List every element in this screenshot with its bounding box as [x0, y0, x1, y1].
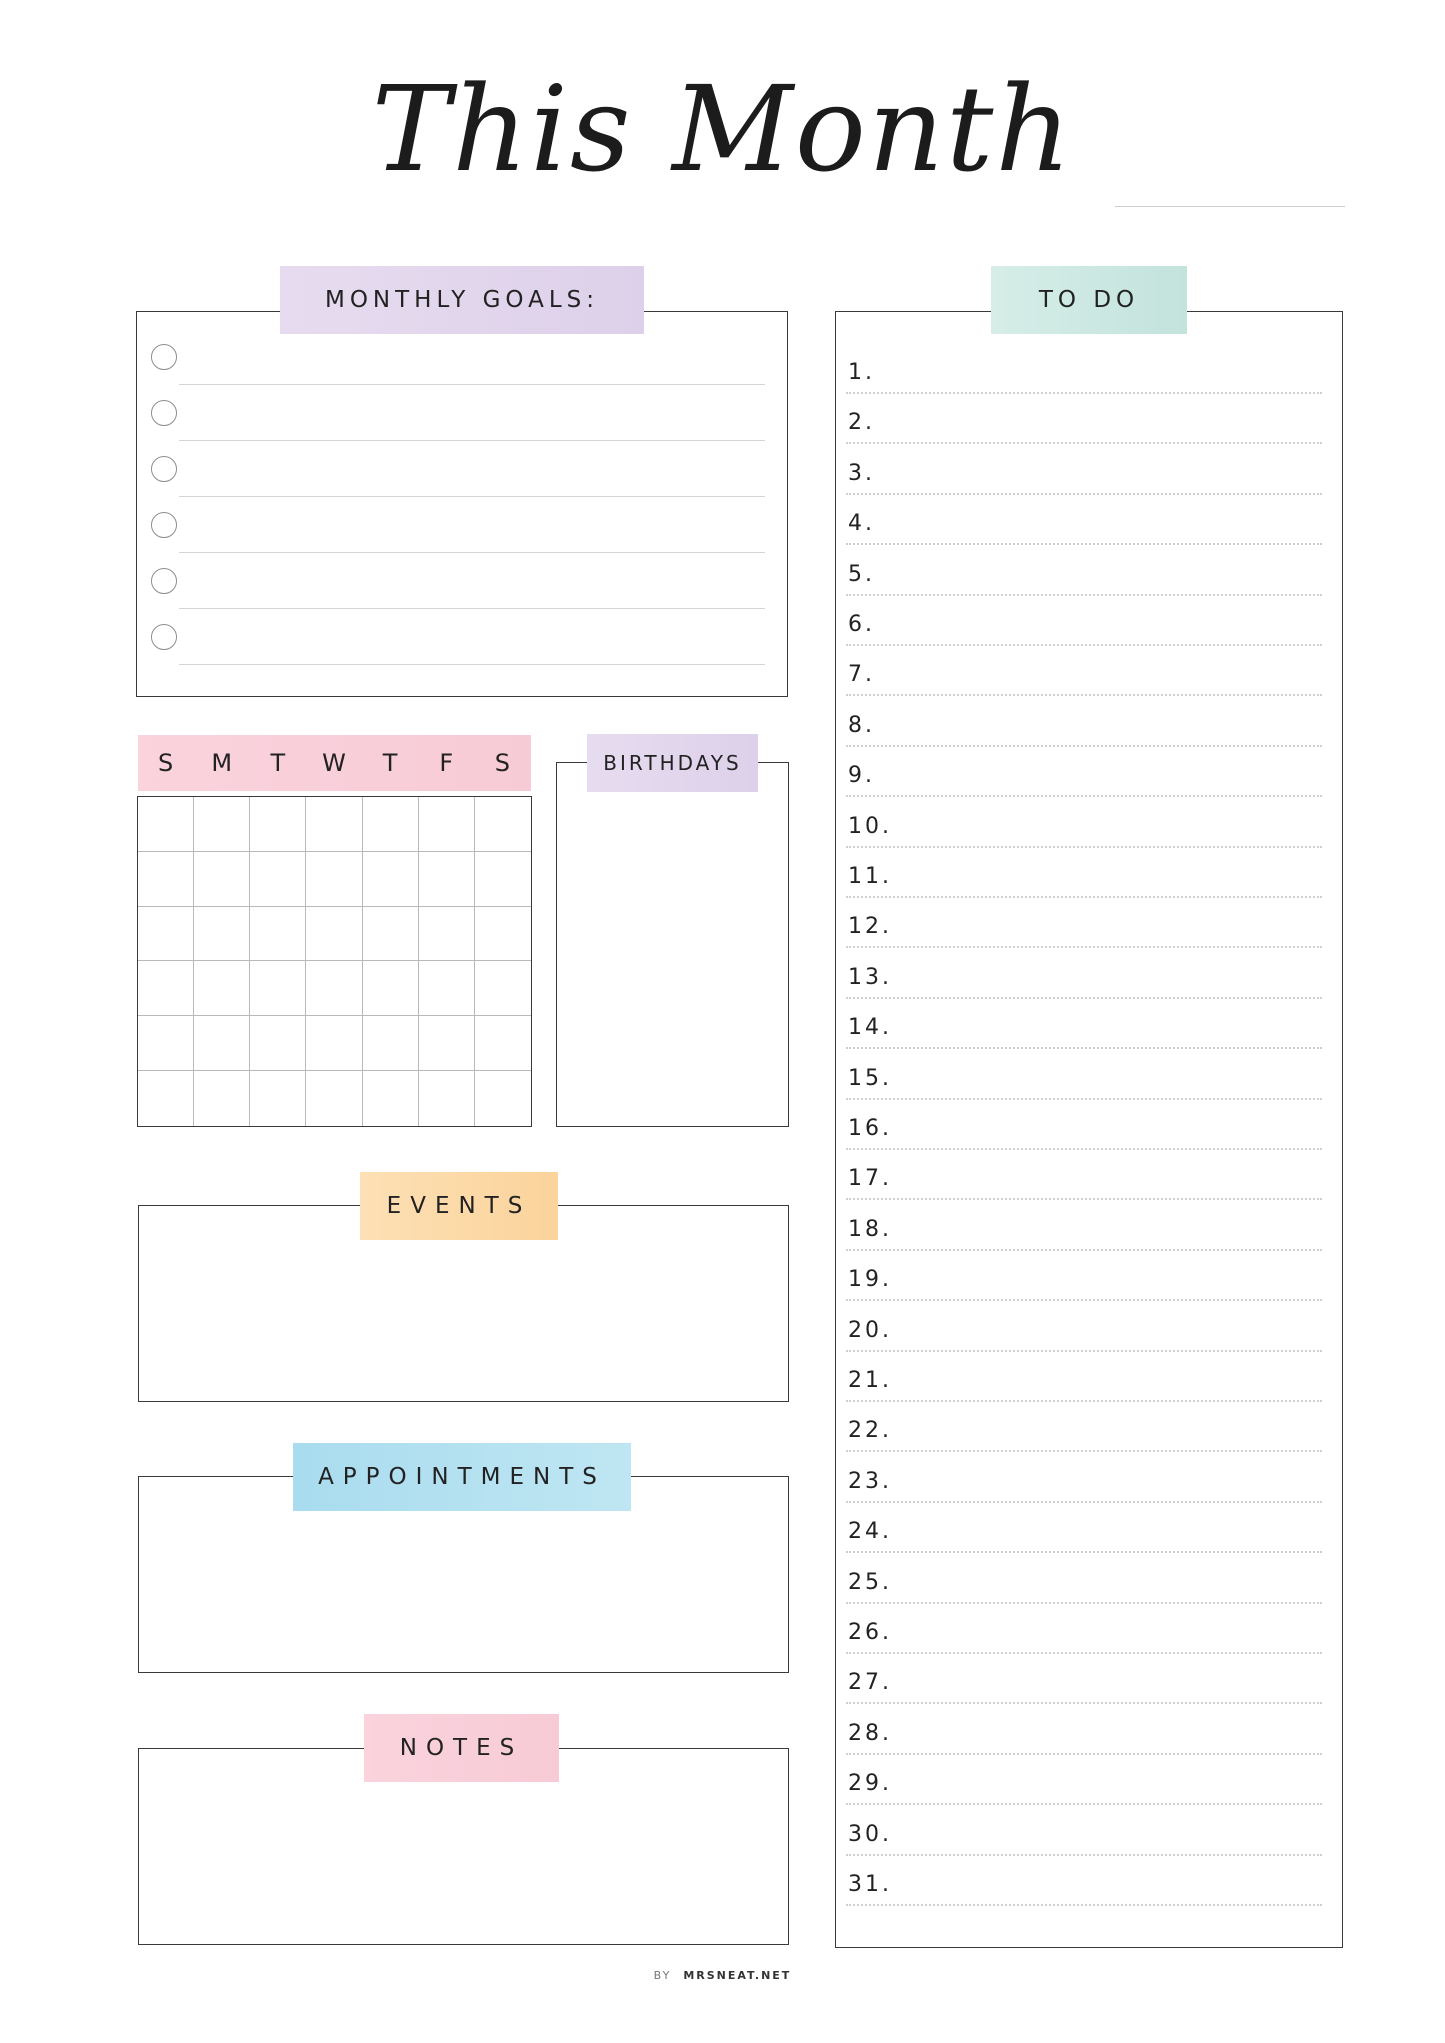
- todo-number: 27.: [848, 1670, 892, 1696]
- todo-number: 19.: [848, 1267, 892, 1293]
- calendar-day-cell[interactable]: [306, 797, 362, 852]
- goal-checkbox-circle[interactable]: [151, 400, 177, 426]
- goal-row[interactable]: [137, 400, 787, 455]
- todo-item[interactable]: [846, 1513, 1322, 1563]
- calendar-day-cell[interactable]: [419, 1016, 475, 1071]
- goal-line: [179, 496, 765, 497]
- todo-item[interactable]: [846, 1564, 1322, 1614]
- calendar-day-cell[interactable]: [419, 1071, 475, 1126]
- calendar-day-cell[interactable]: [475, 907, 531, 962]
- appointments-label: APPOINTMENTS: [293, 1443, 631, 1511]
- todo-dotted-line: [846, 1652, 1322, 1654]
- todo-number: 22.: [848, 1418, 892, 1444]
- todo-item[interactable]: [846, 1866, 1322, 1916]
- footer-brand: MRSNEAT.NET: [683, 1969, 792, 1982]
- todo-number: 12.: [848, 914, 892, 940]
- todo-number: 26.: [848, 1620, 892, 1645]
- todo-number: 13.: [848, 964, 892, 990]
- calendar-day-cell[interactable]: [363, 907, 419, 962]
- todo-dotted-line: [846, 694, 1322, 696]
- todo-item[interactable]: [846, 959, 1322, 1009]
- todo-item[interactable]: [846, 556, 1322, 606]
- todo-number: 9.: [848, 763, 875, 789]
- birthdays-label: BIRTHDAYS: [587, 734, 758, 792]
- goal-row[interactable]: [137, 624, 787, 679]
- todo-item[interactable]: [846, 1160, 1322, 1210]
- todo-dotted-line: [846, 1854, 1322, 1856]
- calendar-day-cell[interactable]: [138, 852, 194, 907]
- goal-line: [179, 552, 765, 553]
- calendar-day-cell[interactable]: [419, 797, 475, 852]
- calendar-day-cell[interactable]: [250, 961, 306, 1016]
- todo-dotted-line: [846, 1753, 1322, 1755]
- todo-number: 7.: [848, 662, 875, 688]
- goal-row[interactable]: [137, 512, 787, 567]
- todo-item[interactable]: [846, 1312, 1322, 1362]
- todo-label: TO DO: [991, 266, 1187, 334]
- todo-dotted-line: [846, 1904, 1322, 1906]
- calendar-day-cell[interactable]: [138, 961, 194, 1016]
- todo-dotted-line: [846, 1803, 1322, 1805]
- todo-dotted-line: [846, 442, 1322, 444]
- todo-number: 16.: [848, 1116, 892, 1141]
- todo-dotted-line: [846, 745, 1322, 747]
- todo-number: 29.: [848, 1771, 892, 1797]
- todo-number: 21.: [848, 1368, 892, 1393]
- todo-item[interactable]: [846, 1614, 1322, 1664]
- goal-row[interactable]: [137, 344, 787, 399]
- calendar-grid: [137, 796, 532, 1127]
- todo-number: 25.: [848, 1569, 892, 1595]
- todo-dotted-line: [846, 1450, 1322, 1452]
- todo-item[interactable]: [846, 1261, 1322, 1311]
- todo-dotted-line: [846, 1047, 1322, 1049]
- calendar-day-cell[interactable]: [194, 852, 250, 907]
- calendar-day-cell[interactable]: [363, 797, 419, 852]
- todo-dotted-line: [846, 946, 1322, 948]
- todo-item[interactable]: [846, 606, 1322, 656]
- goal-checkbox-circle[interactable]: [151, 512, 177, 538]
- todo-dotted-line: [846, 1299, 1322, 1301]
- goal-checkbox-circle[interactable]: [151, 568, 177, 594]
- calendar-day-cell[interactable]: [194, 1016, 250, 1071]
- todo-number: 30.: [848, 1821, 892, 1847]
- calendar-day-cell[interactable]: [306, 961, 362, 1016]
- goal-line: [179, 384, 765, 385]
- calendar-day-cell[interactable]: [306, 1071, 362, 1126]
- notes-label: NOTES: [364, 1714, 559, 1782]
- todo-item[interactable]: [846, 1211, 1322, 1261]
- todo-dotted-line: [846, 1501, 1322, 1503]
- todo-number: 4.: [848, 511, 875, 537]
- todo-item[interactable]: [846, 1463, 1322, 1513]
- todo-dotted-line: [846, 1249, 1322, 1251]
- todo-dotted-line: [846, 1400, 1322, 1402]
- month-name-line[interactable]: [1115, 206, 1345, 207]
- todo-dotted-line: [846, 392, 1322, 394]
- todo-number: 11.: [848, 864, 892, 889]
- todo-number: 1.: [848, 360, 875, 385]
- todo-item[interactable]: [846, 1362, 1322, 1412]
- todo-dotted-line: [846, 1602, 1322, 1604]
- calendar-weekday-header: [138, 735, 531, 791]
- todo-number: 28.: [848, 1720, 892, 1746]
- todo-dotted-line: [846, 594, 1322, 596]
- todo-item[interactable]: [846, 858, 1322, 908]
- todo-number: 10.: [848, 813, 892, 839]
- todo-number: 15.: [848, 1065, 892, 1091]
- goal-line: [179, 608, 765, 609]
- todo-item[interactable]: [846, 1060, 1322, 1110]
- weekday-label: F: [439, 749, 455, 777]
- todo-dotted-line: [846, 1098, 1322, 1100]
- events-label: EVENTS: [360, 1172, 558, 1240]
- todo-dotted-line: [846, 1350, 1322, 1352]
- todo-number: 3.: [848, 460, 875, 486]
- weekday-label: T: [270, 749, 287, 777]
- todo-item[interactable]: [846, 1009, 1322, 1059]
- todo-number: 24.: [848, 1519, 892, 1545]
- todo-number: 17.: [848, 1166, 892, 1192]
- todo-number: 31.: [848, 1872, 892, 1897]
- todo-item[interactable]: [846, 908, 1322, 958]
- todo-item[interactable]: [846, 707, 1322, 757]
- birthdays-box[interactable]: [556, 762, 789, 1127]
- monthly-goals-label: MONTHLY GOALS:: [280, 266, 644, 334]
- todo-dotted-line: [846, 896, 1322, 898]
- calendar-day-cell[interactable]: [306, 1016, 362, 1071]
- calendar-day-cell[interactable]: [475, 961, 531, 1016]
- todo-dotted-line: [846, 846, 1322, 848]
- todo-item[interactable]: [846, 656, 1322, 706]
- todo-dotted-line: [846, 1148, 1322, 1150]
- calendar-day-cell[interactable]: [419, 961, 475, 1016]
- todo-number: 14.: [848, 1015, 892, 1041]
- calendar-day-cell[interactable]: [250, 1071, 306, 1126]
- calendar-day-cell[interactable]: [419, 907, 475, 962]
- calendar-day-cell[interactable]: [363, 1016, 419, 1071]
- goal-row[interactable]: [137, 456, 787, 511]
- todo-number: 6.: [848, 612, 875, 637]
- weekday-label: S: [494, 749, 512, 777]
- todo-dotted-line: [846, 543, 1322, 545]
- calendar-day-cell[interactable]: [138, 1071, 194, 1126]
- goal-checkbox-circle[interactable]: [151, 456, 177, 482]
- goal-row[interactable]: [137, 568, 787, 623]
- footer-credit: [0, 1969, 1445, 1982]
- calendar-day-cell[interactable]: [250, 797, 306, 852]
- calendar-day-cell[interactable]: [194, 797, 250, 852]
- weekday-label: T: [382, 749, 399, 777]
- todo-item[interactable]: [846, 808, 1322, 858]
- calendar-day-cell[interactable]: [363, 1071, 419, 1126]
- todo-dotted-line: [846, 493, 1322, 495]
- calendar-day-cell[interactable]: [194, 907, 250, 962]
- todo-dotted-line: [846, 997, 1322, 999]
- todo-box: [835, 311, 1343, 1948]
- calendar-day-cell[interactable]: [475, 1071, 531, 1126]
- calendar-day-cell[interactable]: [250, 1016, 306, 1071]
- todo-number: 2.: [848, 410, 875, 436]
- todo-dotted-line: [846, 1198, 1322, 1200]
- todo-item[interactable]: [846, 1412, 1322, 1462]
- todo-number: 18.: [848, 1216, 892, 1242]
- weekday-label: M: [211, 749, 234, 777]
- todo-item[interactable]: [846, 1765, 1322, 1815]
- calendar-day-cell[interactable]: [138, 907, 194, 962]
- footer-by: BY: [653, 1969, 672, 1982]
- goal-checkbox-circle[interactable]: [151, 344, 177, 370]
- todo-item[interactable]: [846, 1110, 1322, 1160]
- monthly-goals-box: [136, 311, 788, 697]
- calendar-day-cell[interactable]: [250, 852, 306, 907]
- weekday-label: W: [322, 749, 347, 777]
- calendar-day-cell[interactable]: [138, 797, 194, 852]
- todo-item[interactable]: [846, 354, 1322, 404]
- todo-dotted-line: [846, 1551, 1322, 1553]
- todo-dotted-line: [846, 644, 1322, 646]
- calendar-day-cell[interactable]: [363, 961, 419, 1016]
- calendar-day-cell[interactable]: [138, 1016, 194, 1071]
- todo-dotted-line: [846, 795, 1322, 797]
- calendar-day-cell[interactable]: [363, 852, 419, 907]
- todo-number: 5.: [848, 561, 875, 587]
- calendar-day-cell[interactable]: [475, 852, 531, 907]
- calendar-day-cell[interactable]: [194, 961, 250, 1016]
- todo-item[interactable]: [846, 1715, 1322, 1765]
- todo-item[interactable]: [846, 505, 1322, 555]
- todo-dotted-line: [846, 1702, 1322, 1704]
- page-title: This Month: [371, 60, 1074, 198]
- todo-item[interactable]: [846, 1664, 1322, 1714]
- todo-item[interactable]: [846, 1816, 1322, 1866]
- weekday-label: S: [157, 749, 175, 777]
- todo-number: 23.: [848, 1468, 892, 1494]
- goal-line: [179, 440, 765, 441]
- todo-number: 20.: [848, 1317, 892, 1343]
- todo-item[interactable]: [846, 455, 1322, 505]
- todo-item[interactable]: [846, 757, 1322, 807]
- calendar-day-cell[interactable]: [475, 797, 531, 852]
- calendar-day-cell[interactable]: [306, 907, 362, 962]
- calendar-day-cell[interactable]: [419, 852, 475, 907]
- calendar-day-cell[interactable]: [250, 907, 306, 962]
- calendar-day-cell[interactable]: [306, 852, 362, 907]
- todo-item[interactable]: [846, 404, 1322, 454]
- goal-checkbox-circle[interactable]: [151, 624, 177, 650]
- goal-line: [179, 664, 765, 665]
- todo-number: 8.: [848, 712, 875, 738]
- calendar-day-cell[interactable]: [475, 1016, 531, 1071]
- calendar-day-cell[interactable]: [194, 1071, 250, 1126]
